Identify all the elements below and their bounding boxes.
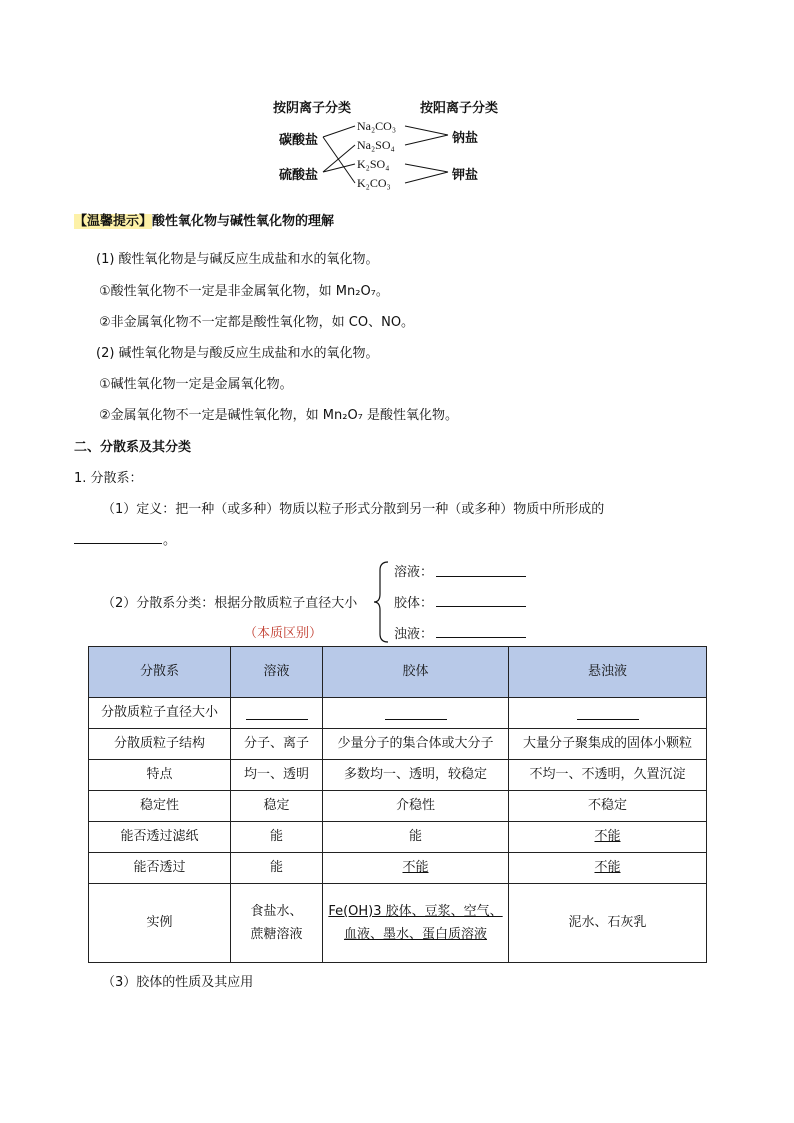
table-cell: 不均一、不透明，久置沉淀: [509, 760, 707, 791]
example-colloid-1: Fe(OH)3 胶体、豆浆、空气、: [328, 903, 503, 919]
table-row: [89, 853, 707, 884]
sodium-salt-label: 钠盐: [452, 131, 479, 146]
definition-end: 。: [163, 533, 177, 548]
tip-title: 酸性氧化物与碱性氧化物的理解: [152, 214, 335, 229]
example-solution-2: 蔗糖溶液: [250, 927, 303, 942]
answer-blank-cell[interactable]: [323, 698, 509, 729]
item-1-label: 1. 分散系：: [74, 471, 143, 486]
section-heading: 二、分散系及其分类: [74, 440, 192, 455]
row-label: 能否透过: [89, 853, 231, 884]
definition-blank[interactable]: [74, 543, 162, 544]
table-cell: 不稳定: [509, 791, 707, 822]
example-solution-1: 食盐水、: [250, 903, 303, 919]
sulfate-label: 硫酸盐: [279, 168, 319, 183]
table-cell: 泥水、石灰乳: [509, 884, 707, 963]
tip-line-4: (2) 碱性氧化物是与酸反应生成盐和水的氧化物。: [96, 346, 379, 361]
table-cell: 多数均一、透明，较稳定: [323, 760, 509, 791]
header-cell: 悬浊液: [509, 647, 707, 698]
row-label: 分散质粒子直径大小: [89, 698, 231, 729]
tip-tag: 【温馨提示】: [74, 214, 153, 229]
table-cell: [231, 884, 323, 963]
formula-na2co3: Na₂CO₃: [357, 119, 397, 133]
table-row: [89, 698, 707, 729]
table-cell: 少量分子的集合体或大分子: [323, 729, 509, 760]
table-row: [89, 729, 707, 760]
tip-heading: [74, 210, 334, 229]
answer-blank[interactable]: [385, 705, 447, 720]
header-cell: 分散系: [89, 647, 231, 698]
table-row: [89, 760, 707, 791]
dispersion-comparison-table: [88, 646, 707, 963]
table-cell: 分子、离子: [231, 729, 323, 760]
tip-line-3: ②非金属氧化物不一定都是酸性氧化物，如 CO、NO。: [99, 315, 415, 330]
table-cell: [323, 884, 509, 963]
table-cell: 稳定: [231, 791, 323, 822]
table-cell: 不能: [323, 853, 509, 884]
header-cell: 溶液: [231, 647, 323, 698]
answer-blank[interactable]: [246, 705, 308, 720]
class-solution-label: 溶液：: [394, 565, 434, 580]
answer-blank[interactable]: [577, 705, 639, 720]
class-solution-blank[interactable]: [436, 576, 526, 577]
class-colloid-label: 胶体：: [394, 596, 434, 611]
table-row-examples: [89, 884, 707, 963]
table-cell: 均一、透明: [231, 760, 323, 791]
table-cell: 介稳性: [323, 791, 509, 822]
diagram-connector-lines: [0, 0, 794, 200]
table-cell: 能: [231, 822, 323, 853]
formula-na2so4: Na₂SO₄: [357, 138, 395, 152]
table-row: [89, 791, 707, 822]
table-row: [89, 822, 707, 853]
cation-header: 按阳离子分类: [420, 101, 499, 116]
anion-header: 按阴离子分类: [273, 101, 352, 116]
row-label: 实例: [89, 884, 231, 963]
class-suspension-label: 浊液：: [394, 627, 434, 642]
example-colloid-2: 血液、墨水、蛋白质溶液: [343, 927, 487, 942]
table-cell: 能: [323, 822, 509, 853]
tip-line-1: (1) 酸性氧化物是与碱反应生成盐和水的氧化物。: [96, 252, 379, 267]
carbonate-label: 碳酸盐: [279, 133, 319, 148]
tip-line-5: ①碱性氧化物一定是金属氧化物。: [99, 377, 293, 392]
header-cell: 胶体: [323, 647, 509, 698]
answer-blank-cell[interactable]: [231, 698, 323, 729]
essence-note: （本质区别）: [244, 626, 323, 641]
row-label: 分散质粒子结构: [89, 729, 231, 760]
definition-line: （1）定义：把一种（或多种）物质以粒子形式分散到另一种（或多种）物质中所形成的: [102, 502, 605, 517]
tip-line-2: ①酸性氧化物不一定是非金属氧化物，如 Mn₂O₇。: [99, 284, 389, 299]
row-label: 稳定性: [89, 791, 231, 822]
class-suspension-blank[interactable]: [436, 637, 526, 638]
item-3-label: （3）胶体的性质及其应用: [102, 975, 254, 990]
table-cell: 不能: [509, 853, 707, 884]
classify-text: （2）分散系分类：根据分散质粒子直径大小: [102, 596, 358, 611]
tip-line-6: ②金属氧化物不一定是碱性氧化物，如 Mn₂O₇ 是酸性氧化物。: [99, 408, 459, 423]
class-colloid-blank[interactable]: [436, 606, 526, 607]
row-label: 特点: [89, 760, 231, 791]
potassium-salt-label: 钾盐: [452, 168, 479, 183]
table-cell: 大量分子聚集成的固体小颗粒: [509, 729, 707, 760]
formula-k2so4: K₂SO₄: [357, 157, 390, 171]
table-header-row: [89, 647, 707, 698]
table-cell: 能: [231, 853, 323, 884]
answer-blank-cell[interactable]: [509, 698, 707, 729]
classification-brace: [372, 560, 392, 644]
table-cell: 不能: [509, 822, 707, 853]
formula-k2co3: K₂CO₃: [357, 176, 391, 190]
row-label: 能否透过滤纸: [89, 822, 231, 853]
